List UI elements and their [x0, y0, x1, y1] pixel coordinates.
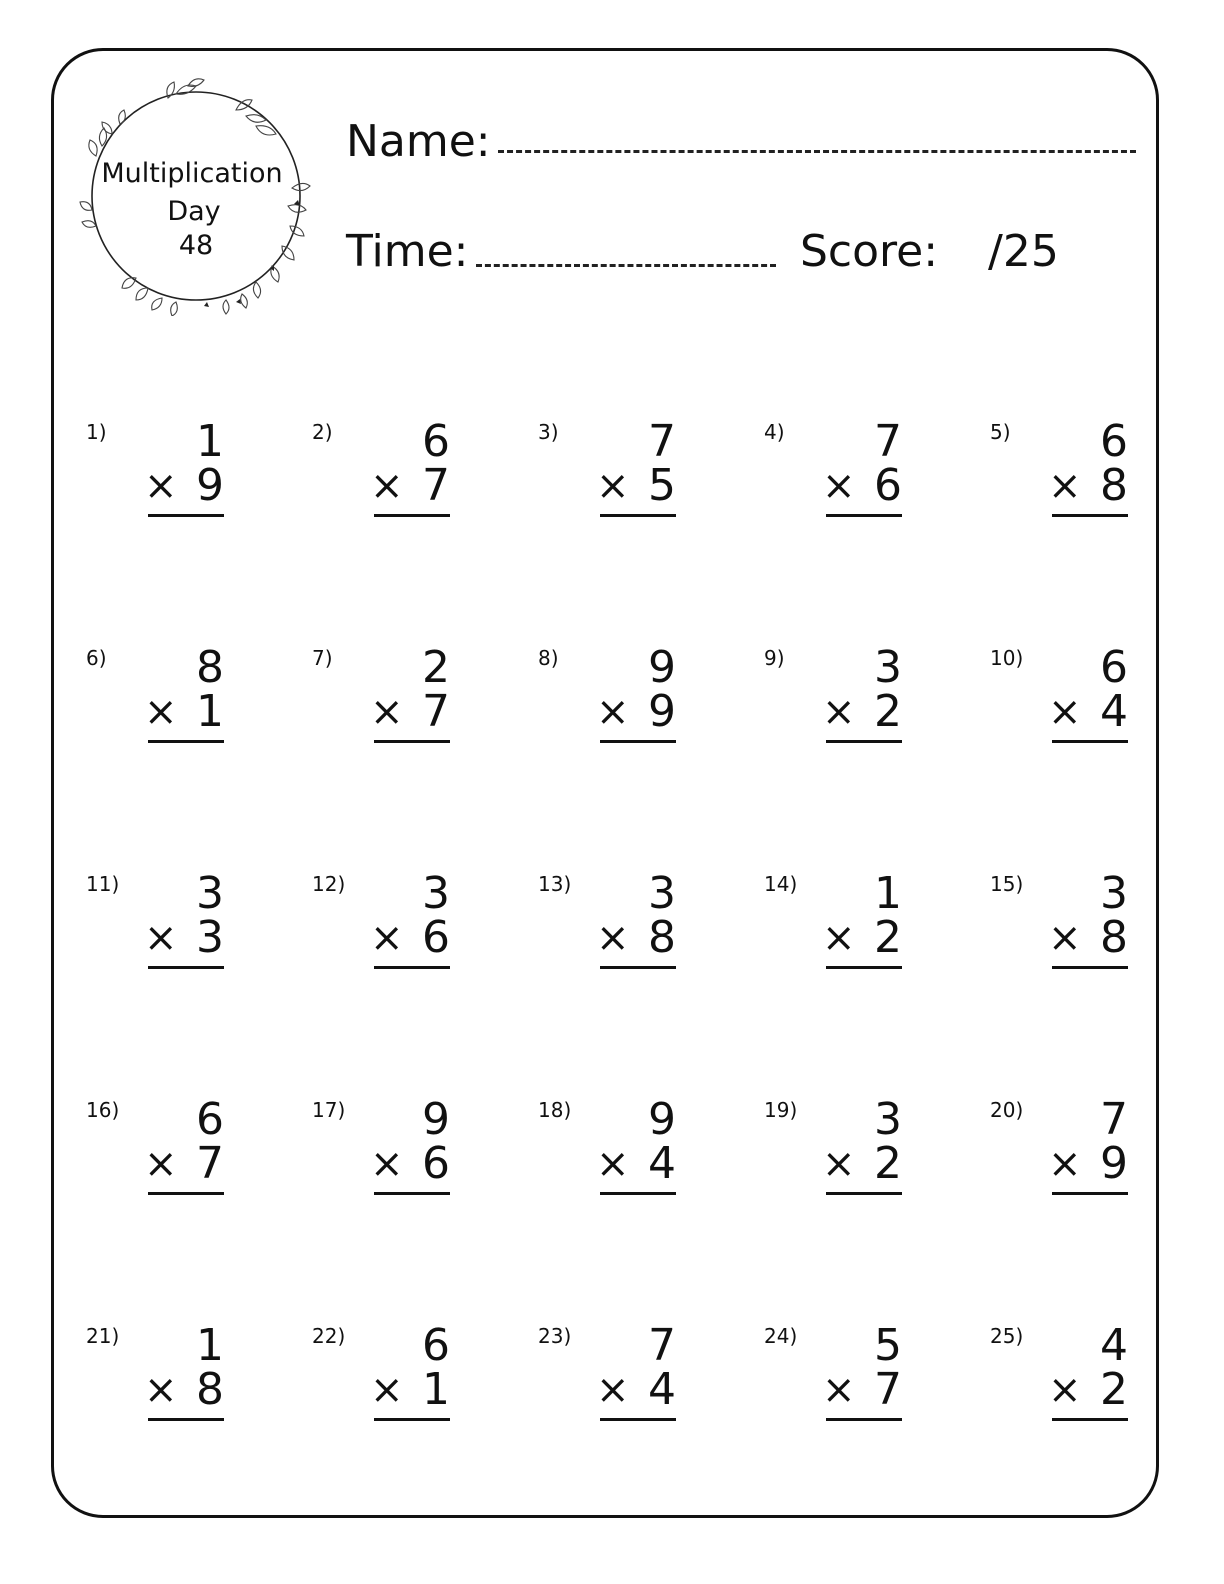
multiplicand: 3: [1100, 868, 1128, 919]
multiplier: 2: [874, 1138, 902, 1189]
problem-10: [990, 642, 1128, 786]
multiplier: 9: [1100, 1138, 1128, 1189]
problem-number: 14): [764, 872, 798, 896]
multiplicand: 8: [196, 642, 224, 693]
answer-line[interactable]: [1052, 740, 1128, 743]
problem-4: [764, 416, 902, 560]
problem-13: [538, 868, 676, 1012]
multiplier-row: [370, 686, 450, 737]
problem-23: [538, 1320, 676, 1464]
problem-15: [990, 868, 1128, 1012]
times-sign: ×: [596, 689, 630, 735]
answer-line[interactable]: [600, 966, 676, 969]
answer-line[interactable]: [600, 514, 676, 517]
multiplier-row: [822, 460, 902, 511]
multiplier: 8: [196, 1364, 224, 1415]
multiplier-row: [1048, 912, 1128, 963]
multiplier: 7: [422, 686, 450, 737]
times-sign: ×: [144, 689, 178, 735]
multiplicand: 6: [1100, 642, 1128, 693]
multiplier: 7: [422, 460, 450, 511]
times-sign: ×: [822, 1367, 856, 1413]
multiplicand: 6: [196, 1094, 224, 1145]
answer-line[interactable]: [374, 966, 450, 969]
answer-line[interactable]: [148, 1192, 224, 1195]
problem-number: 8): [538, 646, 559, 670]
times-sign: ×: [370, 1141, 404, 1187]
times-sign: ×: [370, 463, 404, 509]
problem-number: 9): [764, 646, 785, 670]
multiplier-row: [596, 912, 676, 963]
answer-line[interactable]: [374, 1192, 450, 1195]
problem-18: [538, 1094, 676, 1238]
multiplier-row: [1048, 1364, 1128, 1415]
problem-5: [990, 416, 1128, 560]
time-label: Time:: [346, 226, 469, 277]
multiplier-row: [596, 1138, 676, 1189]
answer-line[interactable]: [826, 1192, 902, 1195]
multiplier: 7: [196, 1138, 224, 1189]
answer-line[interactable]: [1052, 1192, 1128, 1195]
problem-number: 5): [990, 420, 1011, 444]
multiplicand: 6: [422, 416, 450, 467]
problem-2: [312, 416, 450, 560]
multiplicand: 7: [874, 416, 902, 467]
answer-line[interactable]: [600, 740, 676, 743]
multiplicand: 4: [1100, 1320, 1128, 1371]
multiplicand: 7: [648, 416, 676, 467]
times-sign: ×: [1048, 1367, 1082, 1413]
multiplicand: 1: [196, 1320, 224, 1371]
badge-day-label: Day: [167, 196, 221, 227]
multiplicand: 3: [874, 642, 902, 693]
name-label: Name:: [346, 116, 491, 167]
multiplier-row: [144, 686, 224, 737]
answer-line[interactable]: [826, 740, 902, 743]
answer-line[interactable]: [600, 1418, 676, 1421]
multiplicand: 7: [1100, 1094, 1128, 1145]
times-sign: ×: [370, 1367, 404, 1413]
answer-line[interactable]: [826, 966, 902, 969]
problem-number: 16): [86, 1098, 120, 1122]
times-sign: ×: [370, 915, 404, 961]
problem-number: 12): [312, 872, 346, 896]
multiplier-row: [144, 912, 224, 963]
multiplier: 2: [874, 686, 902, 737]
answer-line[interactable]: [148, 740, 224, 743]
problem-number: 2): [312, 420, 333, 444]
problem-number: 11): [86, 872, 120, 896]
problem-17: [312, 1094, 450, 1238]
times-sign: ×: [822, 463, 856, 509]
problem-20: [990, 1094, 1128, 1238]
problem-number: 7): [312, 646, 333, 670]
times-sign: ×: [596, 463, 630, 509]
times-sign: ×: [370, 689, 404, 735]
times-sign: ×: [1048, 463, 1082, 509]
problem-number: 15): [990, 872, 1024, 896]
score-total: /25: [988, 226, 1059, 277]
problem-16: [86, 1094, 224, 1238]
problem-14: [764, 868, 902, 1012]
multiplier: 8: [648, 912, 676, 963]
multiplicand: 1: [874, 868, 902, 919]
answer-line[interactable]: [374, 514, 450, 517]
multiplier: 1: [196, 686, 224, 737]
answer-line[interactable]: [374, 740, 450, 743]
multiplier: 9: [196, 460, 224, 511]
problem-number: 4): [764, 420, 785, 444]
answer-line[interactable]: [600, 1192, 676, 1195]
multiplier-row: [370, 460, 450, 511]
answer-line[interactable]: [1052, 966, 1128, 969]
multiplier-row: [1048, 686, 1128, 737]
problem-22: [312, 1320, 450, 1464]
badge-day-number: 48: [178, 230, 214, 261]
multiplicand: 3: [648, 868, 676, 919]
problem-number: 19): [764, 1098, 798, 1122]
multiplicand: 1: [196, 416, 224, 467]
multiplier-row: [596, 460, 676, 511]
multiplicand: 5: [874, 1320, 902, 1371]
problem-number: 24): [764, 1324, 798, 1348]
multiplier-row: [822, 1364, 902, 1415]
multiplicand: 3: [196, 868, 224, 919]
problem-8: [538, 642, 676, 786]
problem-21: [86, 1320, 224, 1464]
multiplier-row: [370, 912, 450, 963]
times-sign: ×: [596, 1367, 630, 1413]
problem-7: [312, 642, 450, 786]
multiplicand: 9: [648, 1094, 676, 1145]
problem-number: 20): [990, 1098, 1024, 1122]
times-sign: ×: [596, 1141, 630, 1187]
problem-number: 18): [538, 1098, 572, 1122]
multiplier: 5: [648, 460, 676, 511]
problem-11: [86, 868, 224, 1012]
multiplier: 4: [648, 1138, 676, 1189]
multiplier: 2: [874, 912, 902, 963]
problem-number: 1): [86, 420, 107, 444]
problem-number: 10): [990, 646, 1024, 670]
multiplicand: 2: [422, 642, 450, 693]
problem-number: 13): [538, 872, 572, 896]
multiplier: 6: [422, 912, 450, 963]
problem-25: [990, 1320, 1128, 1464]
multiplier-row: [144, 1138, 224, 1189]
times-sign: ×: [144, 1367, 178, 1413]
multiplier: 6: [874, 460, 902, 511]
multiplier-row: [596, 1364, 676, 1415]
times-sign: ×: [1048, 915, 1082, 961]
multiplier-row: [1048, 1138, 1128, 1189]
badge-title: Multiplication: [101, 158, 283, 189]
multiplier-row: [822, 1138, 902, 1189]
answer-line[interactable]: [148, 1418, 224, 1421]
multiplier-row: [1048, 460, 1128, 511]
problem-19: [764, 1094, 902, 1238]
times-sign: ×: [1048, 689, 1082, 735]
problem-number: 22): [312, 1324, 346, 1348]
problem-1: [86, 416, 224, 560]
multiplier: 7: [874, 1364, 902, 1415]
times-sign: ×: [596, 915, 630, 961]
multiplier-row: [596, 686, 676, 737]
answer-line[interactable]: [826, 1418, 902, 1421]
multiplier-row: [822, 912, 902, 963]
times-sign: ×: [144, 1141, 178, 1187]
problem-9: [764, 642, 902, 786]
multiplicand: 6: [1100, 416, 1128, 467]
multiplicand: 3: [422, 868, 450, 919]
multiplier-row: [144, 1364, 224, 1415]
multiplier: 1: [422, 1364, 450, 1415]
answer-line[interactable]: [826, 514, 902, 517]
problem-6: [86, 642, 224, 786]
multiplier: 4: [1100, 686, 1128, 737]
times-sign: ×: [822, 915, 856, 961]
problem-number: 6): [86, 646, 107, 670]
score-label: Score:: [800, 226, 939, 277]
problem-number: 25): [990, 1324, 1024, 1348]
problem-3: [538, 416, 676, 560]
answer-line[interactable]: [1052, 1418, 1128, 1421]
answer-line[interactable]: [148, 514, 224, 517]
answer-line[interactable]: [148, 966, 224, 969]
multiplicand: 7: [648, 1320, 676, 1371]
problem-12: [312, 868, 450, 1012]
answer-line[interactable]: [1052, 514, 1128, 517]
problem-number: 21): [86, 1324, 120, 1348]
times-sign: ×: [822, 689, 856, 735]
multiplier: 3: [196, 912, 224, 963]
multiplier: 8: [1100, 912, 1128, 963]
multiplicand: 9: [422, 1094, 450, 1145]
multiplier: 4: [648, 1364, 676, 1415]
times-sign: ×: [1048, 1141, 1082, 1187]
multiplier: 2: [1100, 1364, 1128, 1415]
problem-number: 17): [312, 1098, 346, 1122]
problem-24: [764, 1320, 902, 1464]
answer-line[interactable]: [374, 1418, 450, 1421]
multiplier-row: [370, 1138, 450, 1189]
problem-number: 23): [538, 1324, 572, 1348]
multiplicand: 3: [874, 1094, 902, 1145]
multiplier: 6: [422, 1138, 450, 1189]
multiplier-row: [370, 1364, 450, 1415]
problem-number: 3): [538, 420, 559, 444]
multiplier-row: [144, 460, 224, 511]
multiplier-row: [822, 686, 902, 737]
times-sign: ×: [144, 463, 178, 509]
times-sign: ×: [822, 1141, 856, 1187]
multiplicand: 6: [422, 1320, 450, 1371]
multiplier: 9: [648, 686, 676, 737]
multiplicand: 9: [648, 642, 676, 693]
multiplier: 8: [1100, 460, 1128, 511]
times-sign: ×: [144, 915, 178, 961]
